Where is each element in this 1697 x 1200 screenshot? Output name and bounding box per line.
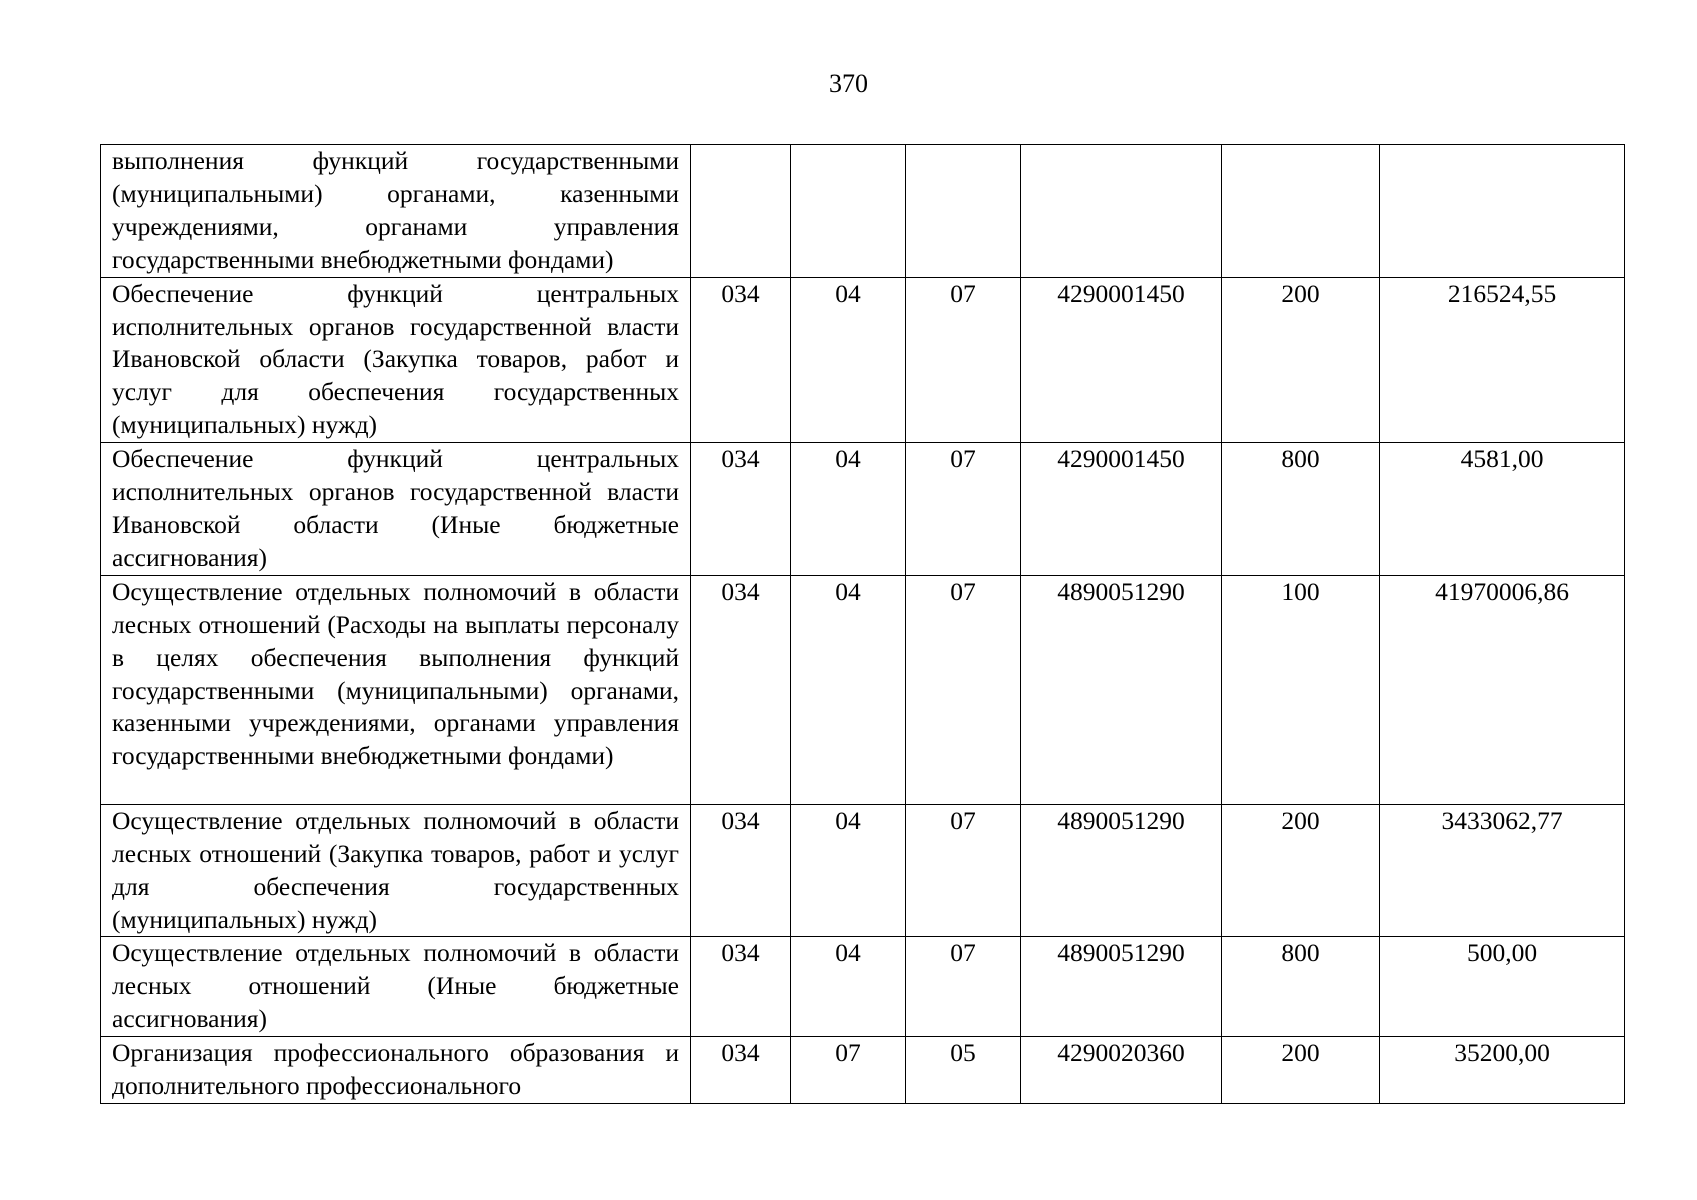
row-amount: 41970006,86	[1380, 575, 1625, 804]
row-rz: 04	[791, 277, 906, 443]
row-amount: 35200,00	[1380, 1037, 1625, 1104]
row-pr: 07	[906, 937, 1021, 1037]
row-amount: 216524,55	[1380, 277, 1625, 443]
row-pr: 07	[906, 804, 1021, 937]
row-csr: 4290001450	[1021, 443, 1222, 576]
row-csr: 4290020360	[1021, 1037, 1222, 1104]
row-pr: 05	[906, 1037, 1021, 1104]
row-pr	[906, 145, 1021, 278]
row-gr	[691, 145, 791, 278]
row-gr: 034	[691, 277, 791, 443]
row-gr: 034	[691, 575, 791, 804]
row-vr: 200	[1222, 1037, 1380, 1104]
row-description: Обеспечение функций центральных исполнительных органов государственной власти Ивановской области (Закупка товаров, работ и услуг для обеспечения государственных (муниципальных) нужд)	[101, 277, 691, 443]
row-csr: 4290001450	[1021, 277, 1222, 443]
row-rz: 04	[791, 804, 906, 937]
row-amount: 4581,00	[1380, 443, 1625, 576]
row-gr: 034	[691, 804, 791, 937]
row-pr: 07	[906, 575, 1021, 804]
row-csr: 4890051290	[1021, 937, 1222, 1037]
page-number: 370	[829, 69, 868, 98]
budget-table	[100, 144, 1625, 1104]
row-vr: 800	[1222, 937, 1380, 1037]
row-rz: 04	[791, 575, 906, 804]
row-csr: 4890051290	[1021, 575, 1222, 804]
row-vr	[1222, 145, 1380, 278]
table-row	[101, 804, 1625, 937]
row-description: выполнения функций государственными (муниципальными) органами, казенными учреждениями, органами управления государственными внебюджетными фондами)	[101, 145, 691, 278]
row-description: Осуществление отдельных полномочий в области лесных отношений (Закупка товаров, работ и услуг для обеспечения государственных (муниципальных) нужд)	[101, 804, 691, 937]
row-vr: 200	[1222, 804, 1380, 937]
row-pr: 07	[906, 277, 1021, 443]
table-row	[101, 277, 1625, 443]
row-rz: 04	[791, 443, 906, 576]
row-gr: 034	[691, 443, 791, 576]
row-rz	[791, 145, 906, 278]
row-rz: 04	[791, 937, 906, 1037]
row-vr: 100	[1222, 575, 1380, 804]
row-amount	[1380, 145, 1625, 278]
row-rz: 07	[791, 1037, 906, 1104]
row-description: Обеспечение функций центральных исполнительных органов государственной власти Ивановской области (Иные бюджетные ассигнования)	[101, 443, 691, 576]
row-amount: 3433062,77	[1380, 804, 1625, 937]
row-csr: 4890051290	[1021, 804, 1222, 937]
row-vr: 200	[1222, 277, 1380, 443]
row-pr: 07	[906, 443, 1021, 576]
row-description: Осуществление отдельных полномочий в области лесных отношений (Иные бюджетные ассигнования)	[101, 937, 691, 1037]
table-row	[101, 145, 1625, 278]
row-gr: 034	[691, 1037, 791, 1104]
row-vr: 800	[1222, 443, 1380, 576]
row-description: Организация профессионального образования и дополнительного профессионального	[101, 1037, 691, 1104]
row-description: Осуществление отдельных полномочий в области лесных отношений (Расходы на выплаты персоналу в целях обеспечения выполнения функций государственными (муниципальными) органами, казенными учреждениями, органами управления государственными внебюджетными фондами)	[101, 575, 691, 804]
table-row	[101, 937, 1625, 1037]
table-row	[101, 575, 1625, 804]
row-gr: 034	[691, 937, 791, 1037]
row-amount: 500,00	[1380, 937, 1625, 1037]
table-row	[101, 443, 1625, 576]
row-csr	[1021, 145, 1222, 278]
table-row	[101, 1037, 1625, 1104]
